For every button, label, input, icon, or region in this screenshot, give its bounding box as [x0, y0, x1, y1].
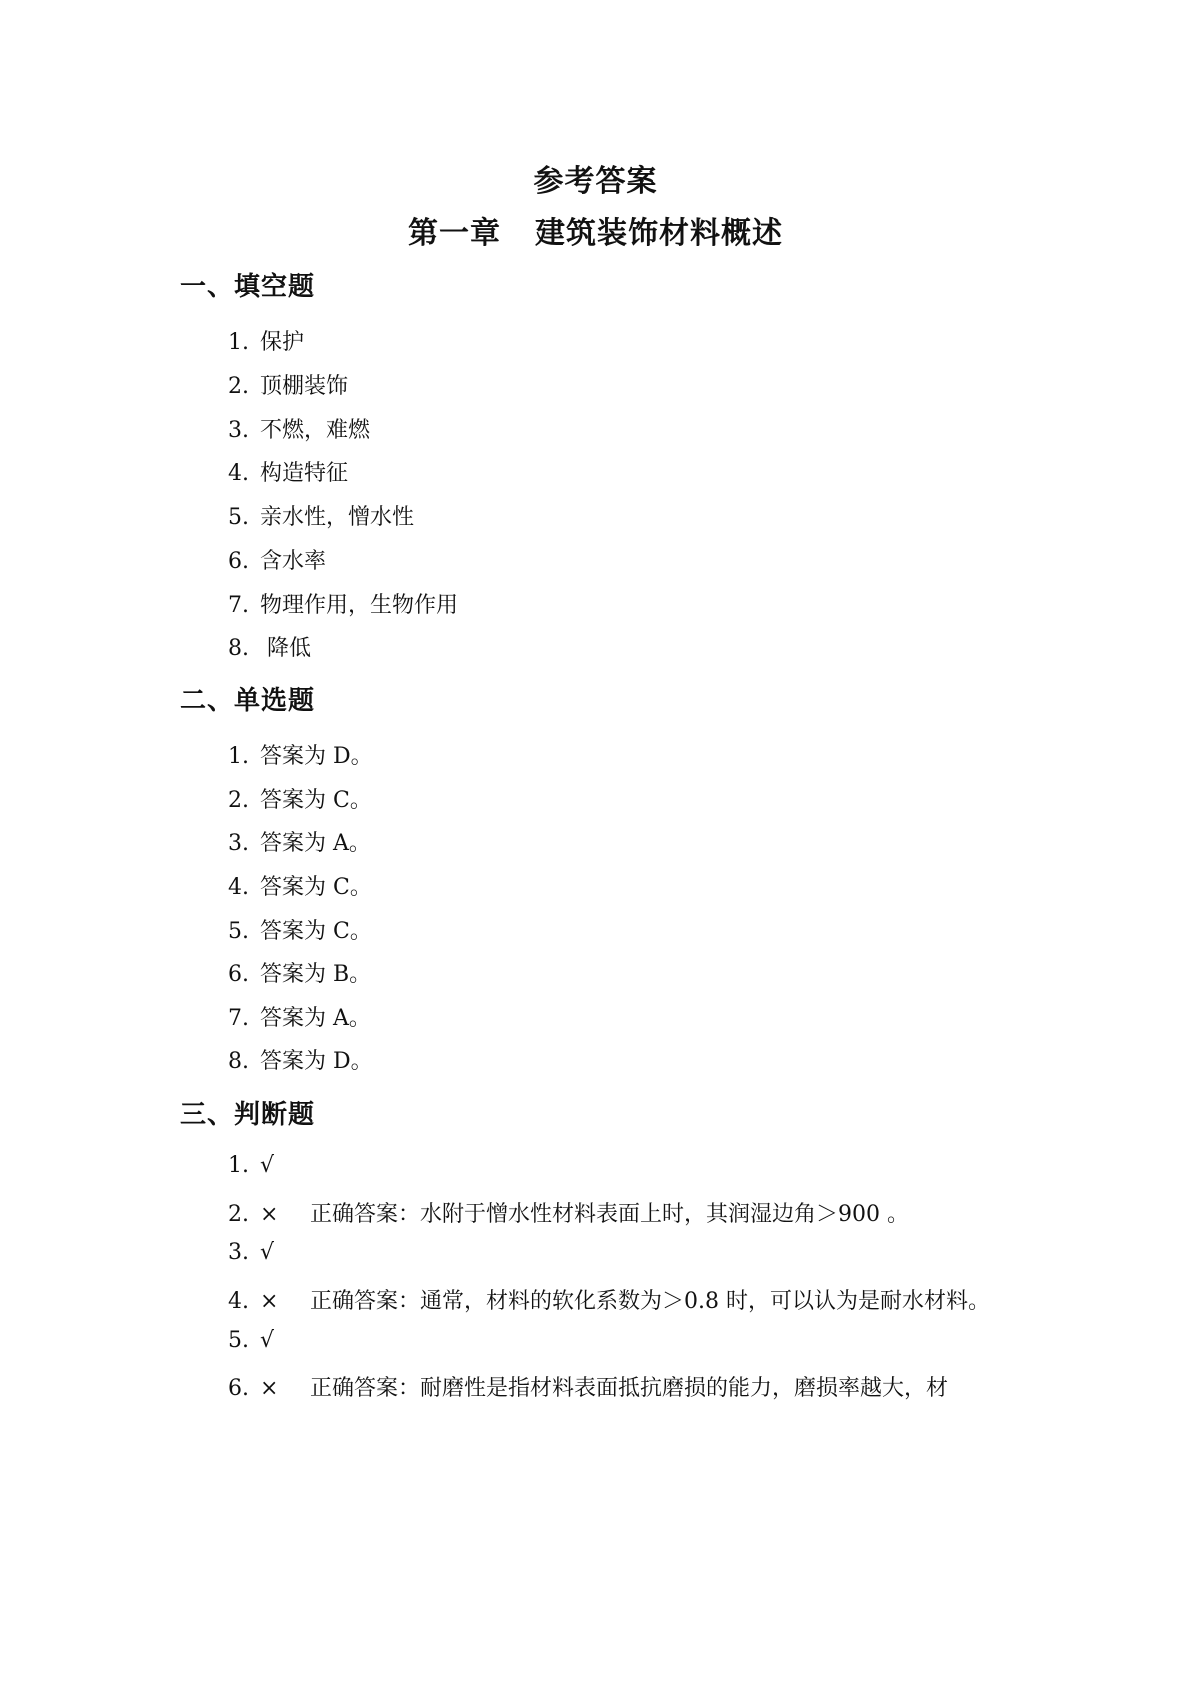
item-text: 答案为 C。 — [260, 875, 372, 900]
check-icon: √ — [260, 1153, 275, 1178]
item-text: 答案为 A。 — [260, 1006, 371, 1031]
item-number: 1. — [228, 1153, 249, 1178]
section-heading-fill-blank: 一、填空题 — [180, 272, 316, 302]
item-number: 5. — [228, 505, 249, 530]
item-number: 1. — [228, 330, 249, 355]
cross-icon: × — [260, 1376, 279, 1401]
item-number: 6. — [228, 549, 249, 574]
list-item — [228, 1328, 310, 1353]
item-number: 6. — [228, 962, 249, 987]
list-item — [228, 739, 373, 770]
list-item — [228, 1284, 990, 1315]
page-title: 参考答案 — [533, 164, 658, 199]
list-item — [228, 1371, 948, 1402]
item-text: 降低 — [260, 636, 311, 661]
check-icon: √ — [260, 1328, 275, 1353]
item-number: 1. — [228, 744, 249, 769]
list-item — [228, 369, 348, 400]
item-text: 答案为 B。 — [260, 962, 372, 987]
item-number: 6. — [228, 1376, 249, 1401]
list-item — [228, 1153, 310, 1178]
item-number: 2. — [228, 374, 249, 399]
item-number: 2. — [228, 788, 249, 813]
cross-icon: × — [260, 1202, 279, 1227]
list-item — [228, 826, 371, 857]
list-item — [228, 631, 311, 662]
chapter-title — [0, 208, 1191, 252]
item-number: 3. — [228, 418, 249, 443]
item-text: 答案为 D。 — [260, 1049, 373, 1074]
item-text: 不燃，难燃 — [260, 418, 371, 443]
item-text: 顶棚装饰 — [260, 374, 349, 399]
list-item — [228, 1044, 373, 1075]
item-text: 答案为 D。 — [260, 744, 373, 769]
item-number: 5. — [228, 1328, 249, 1353]
list-item — [228, 325, 304, 356]
list-item — [228, 957, 371, 988]
item-number: 3. — [228, 1240, 249, 1265]
list-item — [228, 500, 414, 531]
section-heading-single-choice: 二、单选题 — [180, 686, 316, 716]
section-heading-true-false: 三、判断题 — [180, 1100, 316, 1130]
list-item — [228, 456, 348, 487]
item-number: 4. — [228, 1289, 249, 1314]
list-item — [228, 1240, 310, 1265]
item-text: 含水率 — [260, 549, 327, 574]
item-text: 答案为 C。 — [260, 788, 372, 813]
item-text: 亲水性，憎水性 — [260, 505, 415, 530]
list-item — [228, 588, 458, 619]
item-text: 物理作用，生物作用 — [260, 593, 459, 618]
chapter-number: 第一章 — [408, 216, 501, 251]
item-number: 4. — [228, 875, 249, 900]
list-item — [228, 544, 326, 575]
item-number: 4. — [228, 461, 249, 486]
list-item — [228, 413, 370, 444]
item-text: 构造特征 — [260, 461, 349, 486]
item-text: 正确答案：通常，材料的软化系数为＞0.8 时，可以认为是耐水材料。 — [310, 1289, 990, 1314]
item-text: 答案为 C。 — [260, 919, 372, 944]
list-item — [228, 783, 372, 814]
item-number: 7. — [228, 1006, 249, 1031]
item-number: 8. — [228, 636, 249, 661]
item-number: 7. — [228, 593, 249, 618]
item-text: 答案为 A。 — [260, 831, 371, 856]
item-text: 正确答案：水附于憎水性材料表面上时，其润湿边角＞900 。 — [310, 1202, 909, 1227]
list-item — [228, 870, 372, 901]
check-icon: √ — [260, 1240, 275, 1265]
item-number: 2. — [228, 1202, 249, 1227]
item-text: 正确答案：耐磨性是指材料表面抵抗磨损的能力，磨损率越大，材 — [310, 1376, 949, 1401]
item-number: 8. — [228, 1049, 249, 1074]
list-item — [228, 1001, 371, 1032]
item-text: 保护 — [260, 330, 305, 355]
chapter-name: 建筑装饰材料概述 — [535, 216, 783, 251]
list-item — [228, 1197, 909, 1228]
item-number: 3. — [228, 831, 249, 856]
cross-icon: × — [260, 1289, 279, 1314]
list-item — [228, 914, 372, 945]
item-number: 5. — [228, 919, 249, 944]
